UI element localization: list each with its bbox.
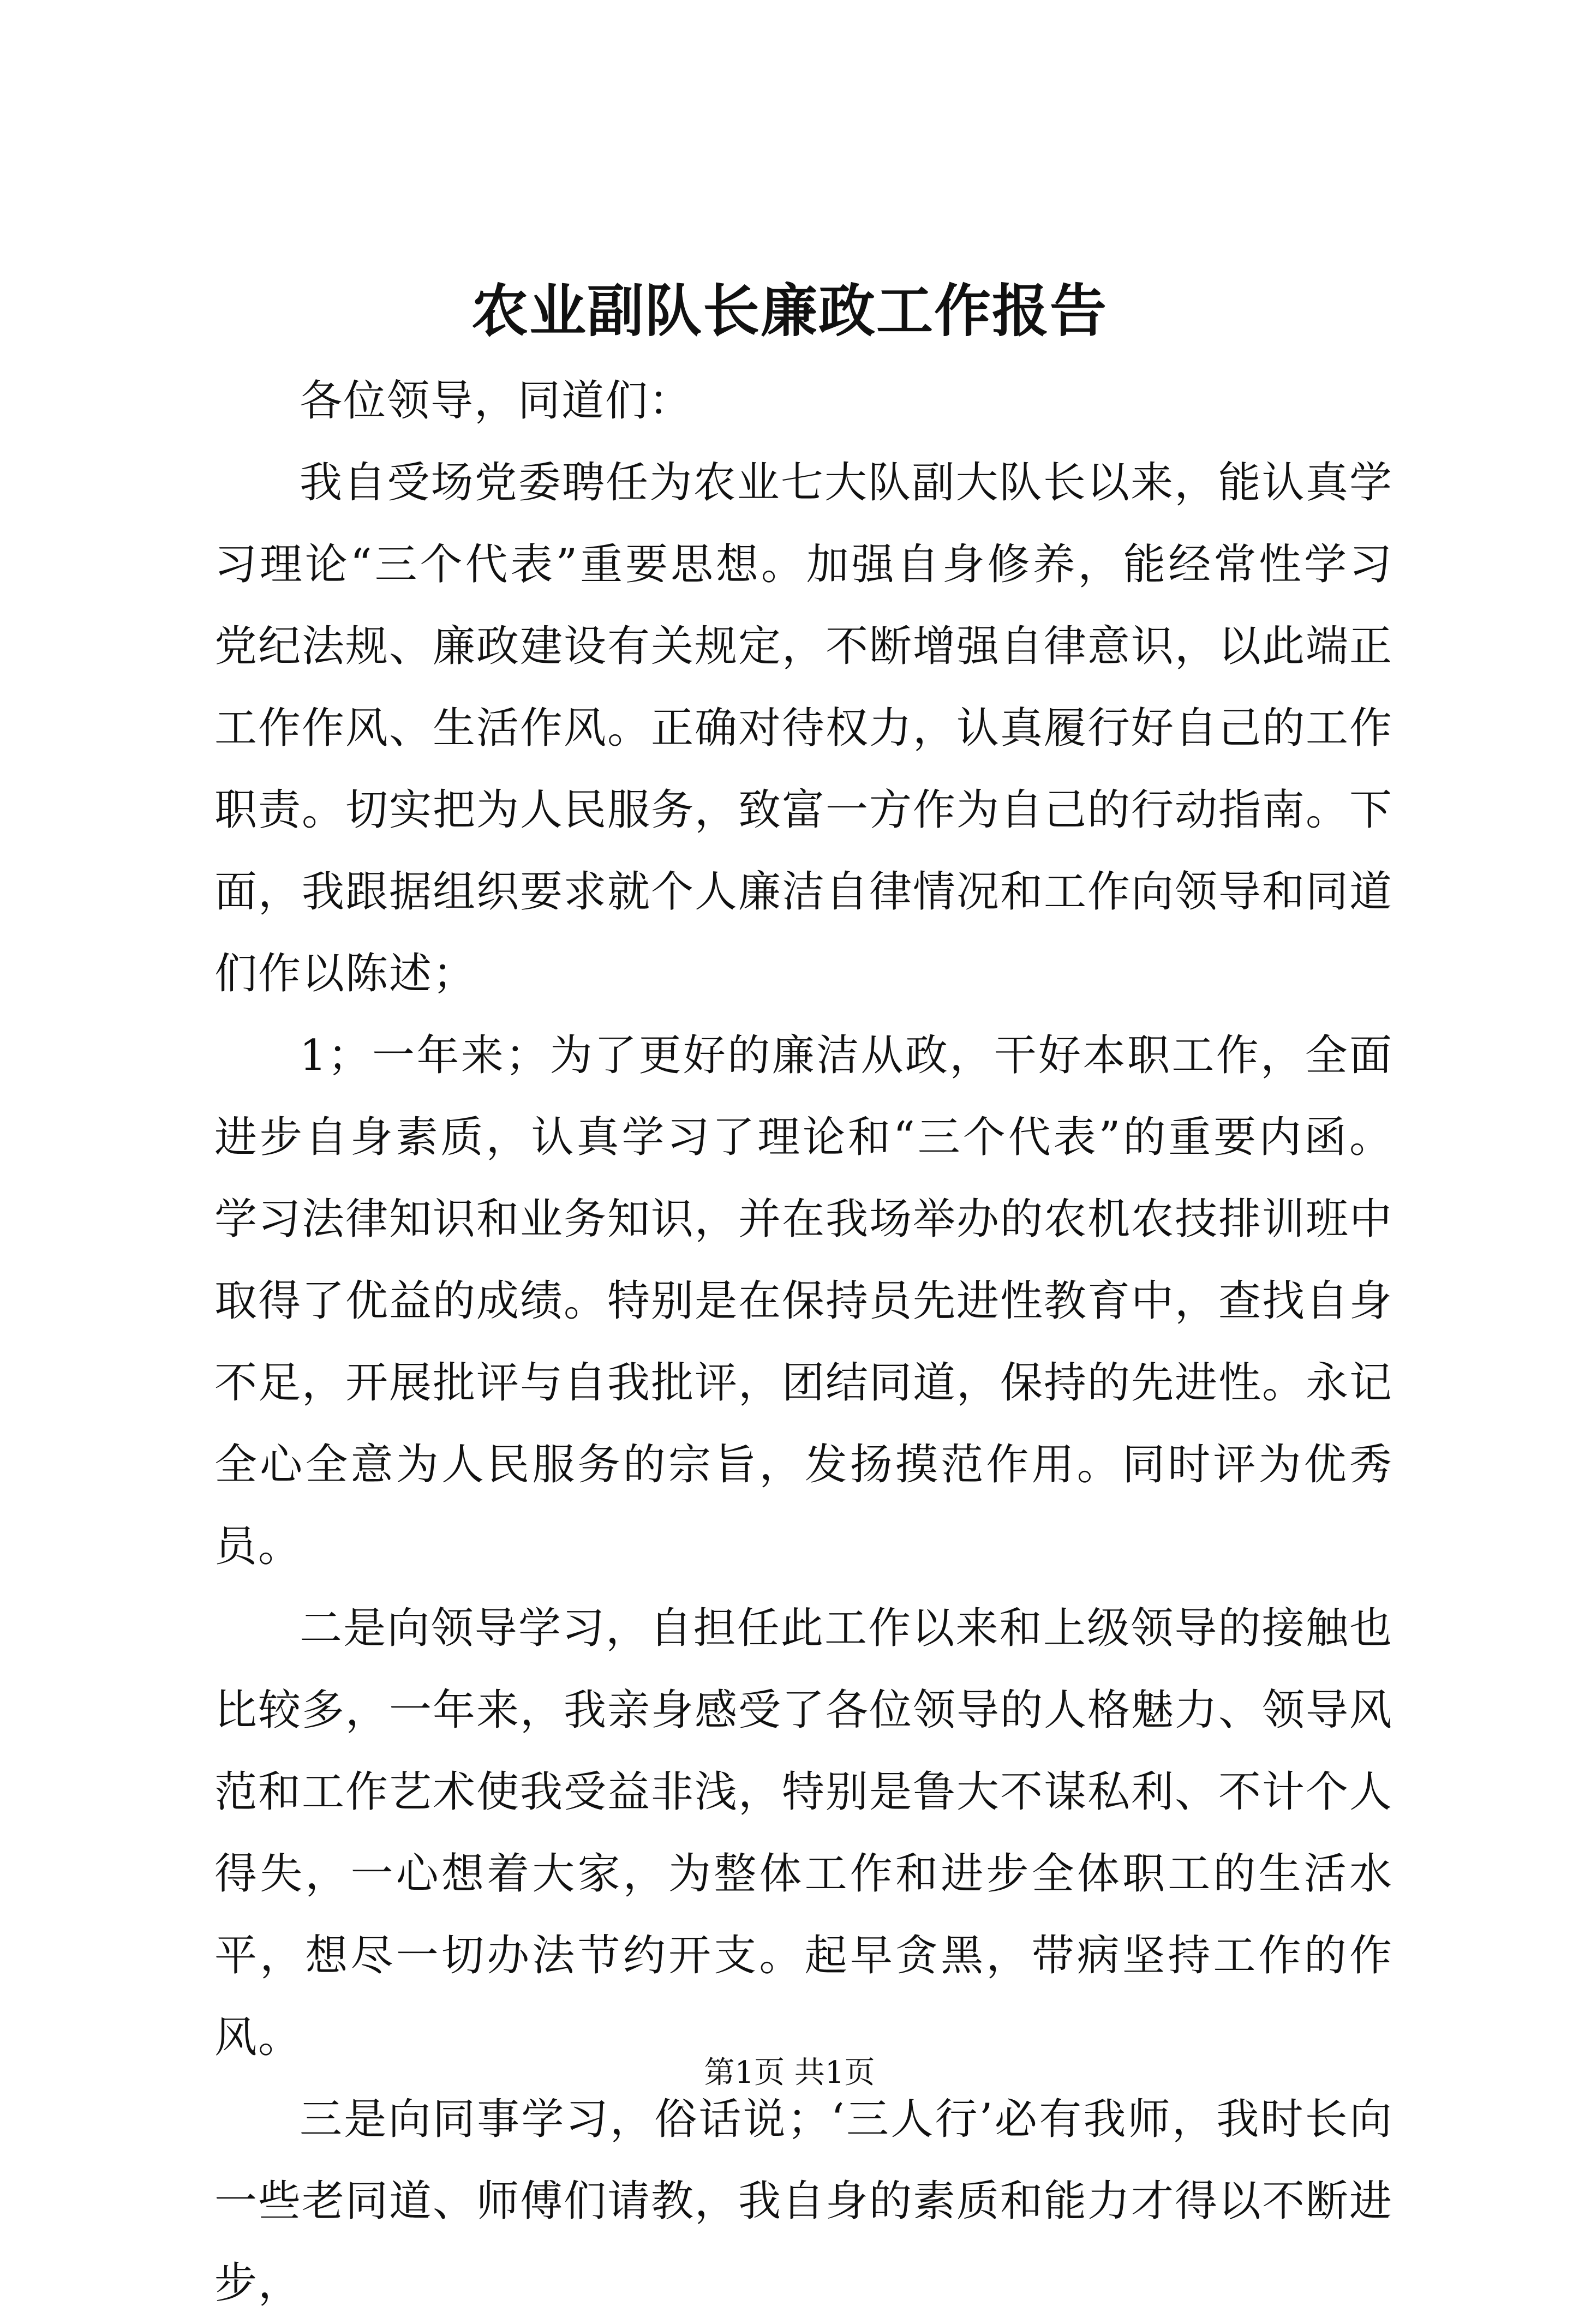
page-footer: 第1页 共1页 bbox=[704, 2055, 875, 2091]
point-two-paragraph: 二是向领导学习，自担任此工作以来和上级领导的接触也比较多，一年来，我亲身感受了各位领导的人格魅力、领导风范和工作艺术使我受益非浅，特别是鲁大不谋私利、不计个人得失，一心想着大家，为整体工作和进步全体职工的生活水平，想尽一切办法节约开支。起早贪黑，带病坚持工作的作风。 bbox=[214, 1604, 1393, 2062]
document-title: 农业副队长廉政工作报告 bbox=[471, 277, 1108, 344]
salutation-paragraph: 各位领导，同道们： bbox=[300, 376, 693, 426]
point-one-paragraph: 1；一年来；为了更好的廉洁从政，干好本职工作，全面进步自身素质，认真学习了理论和“三个代表”的重要内函。学习法律知识和业务知识，并在我场举办的农机农技排训班中取得了优益的成绩。特别是在保持员先进性教育中，查找自身不足，开展批评与自我批评，团结同道，保持的先进性。永记全心全意为人民服务的宗旨，发扬摸范作用。同时评为优秀员。 bbox=[214, 1031, 1393, 1571]
point-three-paragraph: 三是向同事学习，俗话说；‘三人行’必有我师，我时长向一些老同道、师傅们请教，我自身的素质和能力才得以不断进步， bbox=[214, 2095, 1393, 2308]
intro-paragraph: 我自受场党委聘任为农业七大队副大队长以来，能认真学习理论“三个代表”重要思想。加强自身修养，能经常性学习党纪法规、廉政建设有关规定，不断增强自律意识，以此端正工作作风、生活作风。正确对待权力，认真履行好自己的工作职责。切实把为人民服务，致富一方作为自己的行动指南。下面，我跟据组织要求就个人廉洁自律情况和工作向领导和同道们作以陈述； bbox=[214, 458, 1393, 998]
document-body bbox=[214, 360, 1393, 2324]
